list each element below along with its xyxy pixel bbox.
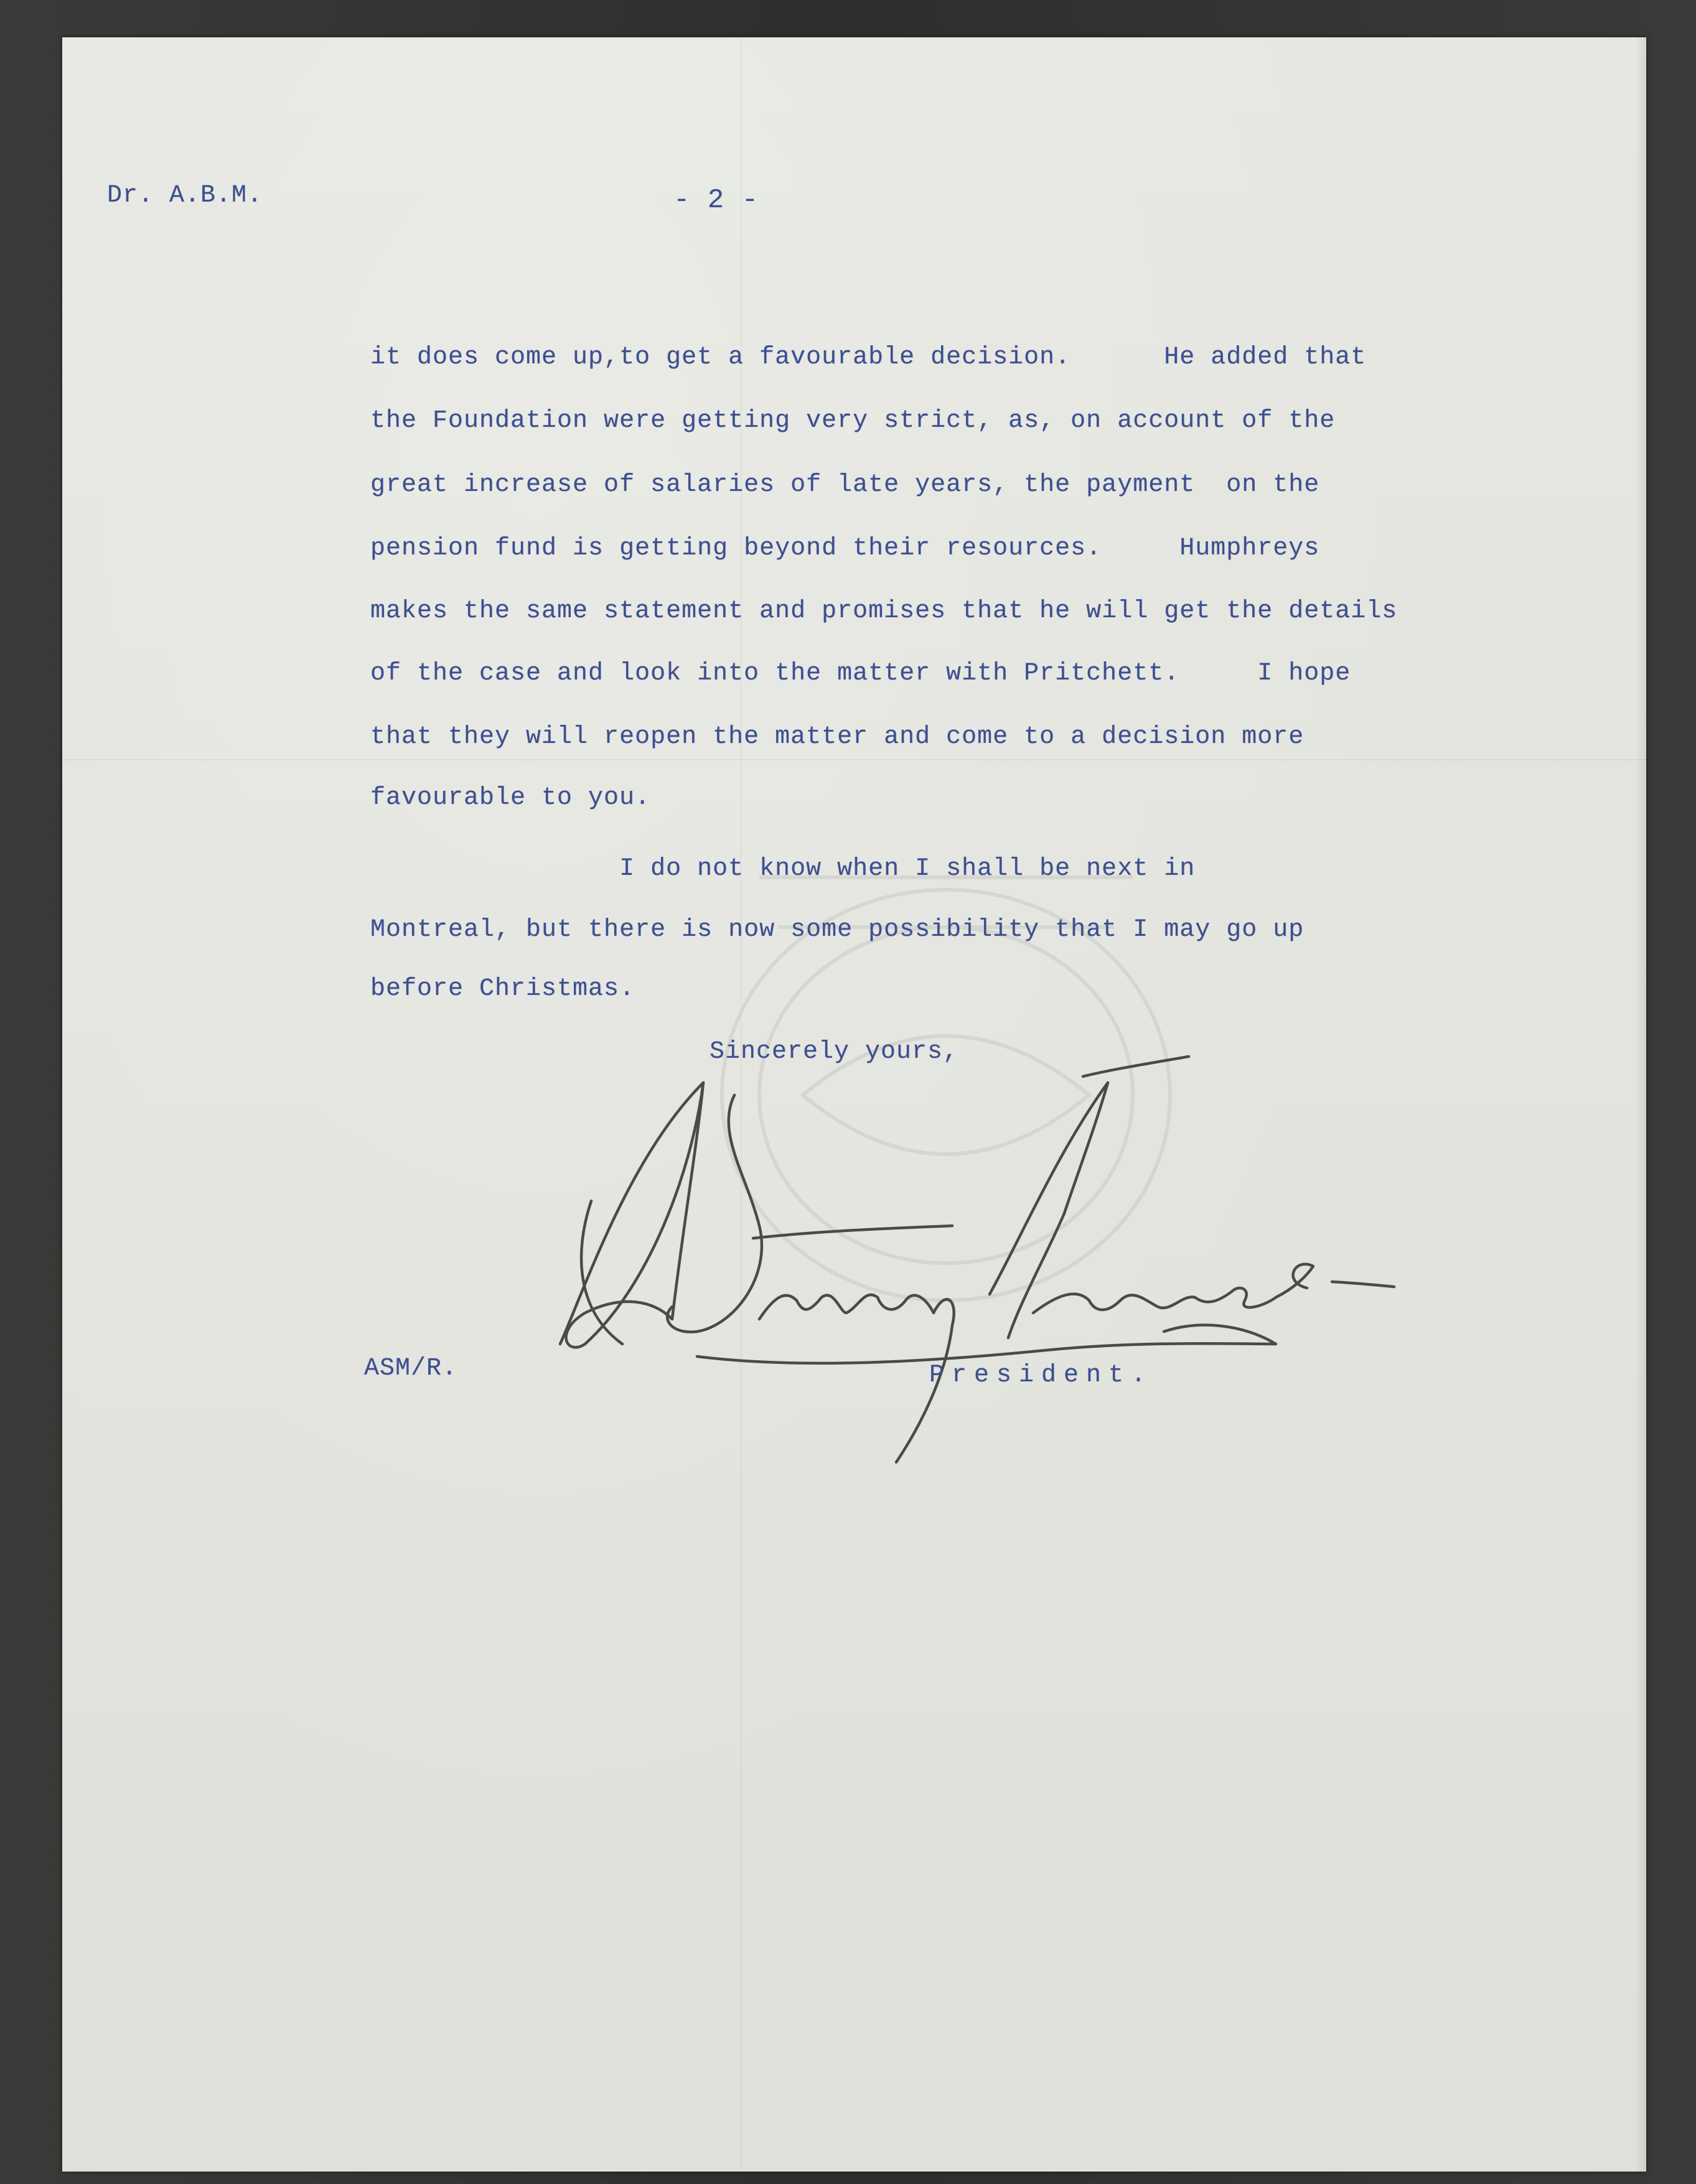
body-line-7: that they will reopen the matter and come to a decision more [370,723,1305,751]
handwritten-signature [548,1052,1425,1468]
paper-edge-shadow [1635,37,1646,2172]
page-number: - 2 - [673,185,759,216]
body-line-1: it does come up,to get a favourable decision. He added that [370,343,1367,371]
body-line-10: Montreal, but there is now some possibility that I may go up [370,916,1305,944]
typist-initials: ASM/R. [364,1355,458,1383]
signer-title: President. [929,1361,1154,1389]
paper-fold-horizontal [62,759,1646,760]
body-line-8: favourable to you. [370,784,651,812]
body-line-4: pension fund is getting beyond their resources. Humphreys [370,534,1320,562]
body-line-9: I do not know when I shall be next in [370,855,1196,883]
body-line-5: makes the same statement and promises that he will get the details [370,597,1398,625]
body-line-2: the Foundation were getting very strict, as, on account of the [370,407,1336,435]
body-line-3: great increase of salaries of late years, the payment on the [370,471,1320,499]
closing-salutation: Sincerely yours, [710,1038,959,1066]
header-recipient: Dr. A.B.M. [107,182,263,210]
body-line-6: of the case and look into the matter with Pritchett. I hope [370,660,1351,688]
body-line-11: before Christmas. [370,975,635,1003]
